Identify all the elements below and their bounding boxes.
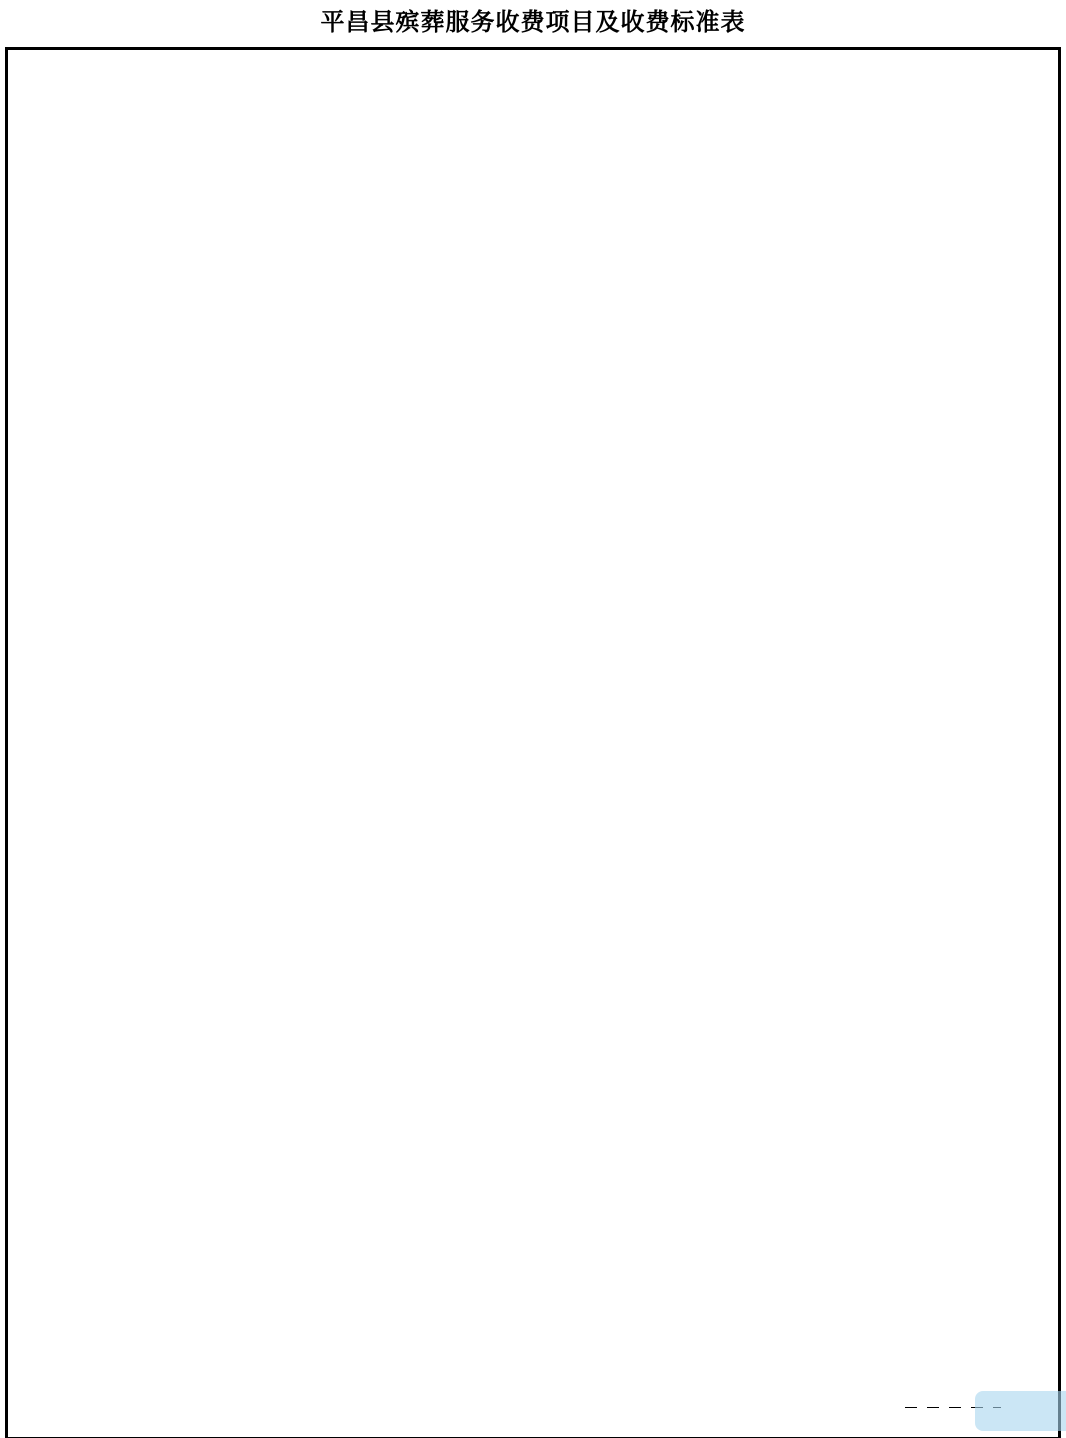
watermark	[975, 1391, 1066, 1431]
fee-table	[5, 47, 1061, 1438]
page-title: 平昌县殡葬服务收费项目及收费标准表	[320, 10, 746, 36]
fee-table-body	[7, 49, 1060, 1438]
column-widths	[7, 49, 1060, 1438]
